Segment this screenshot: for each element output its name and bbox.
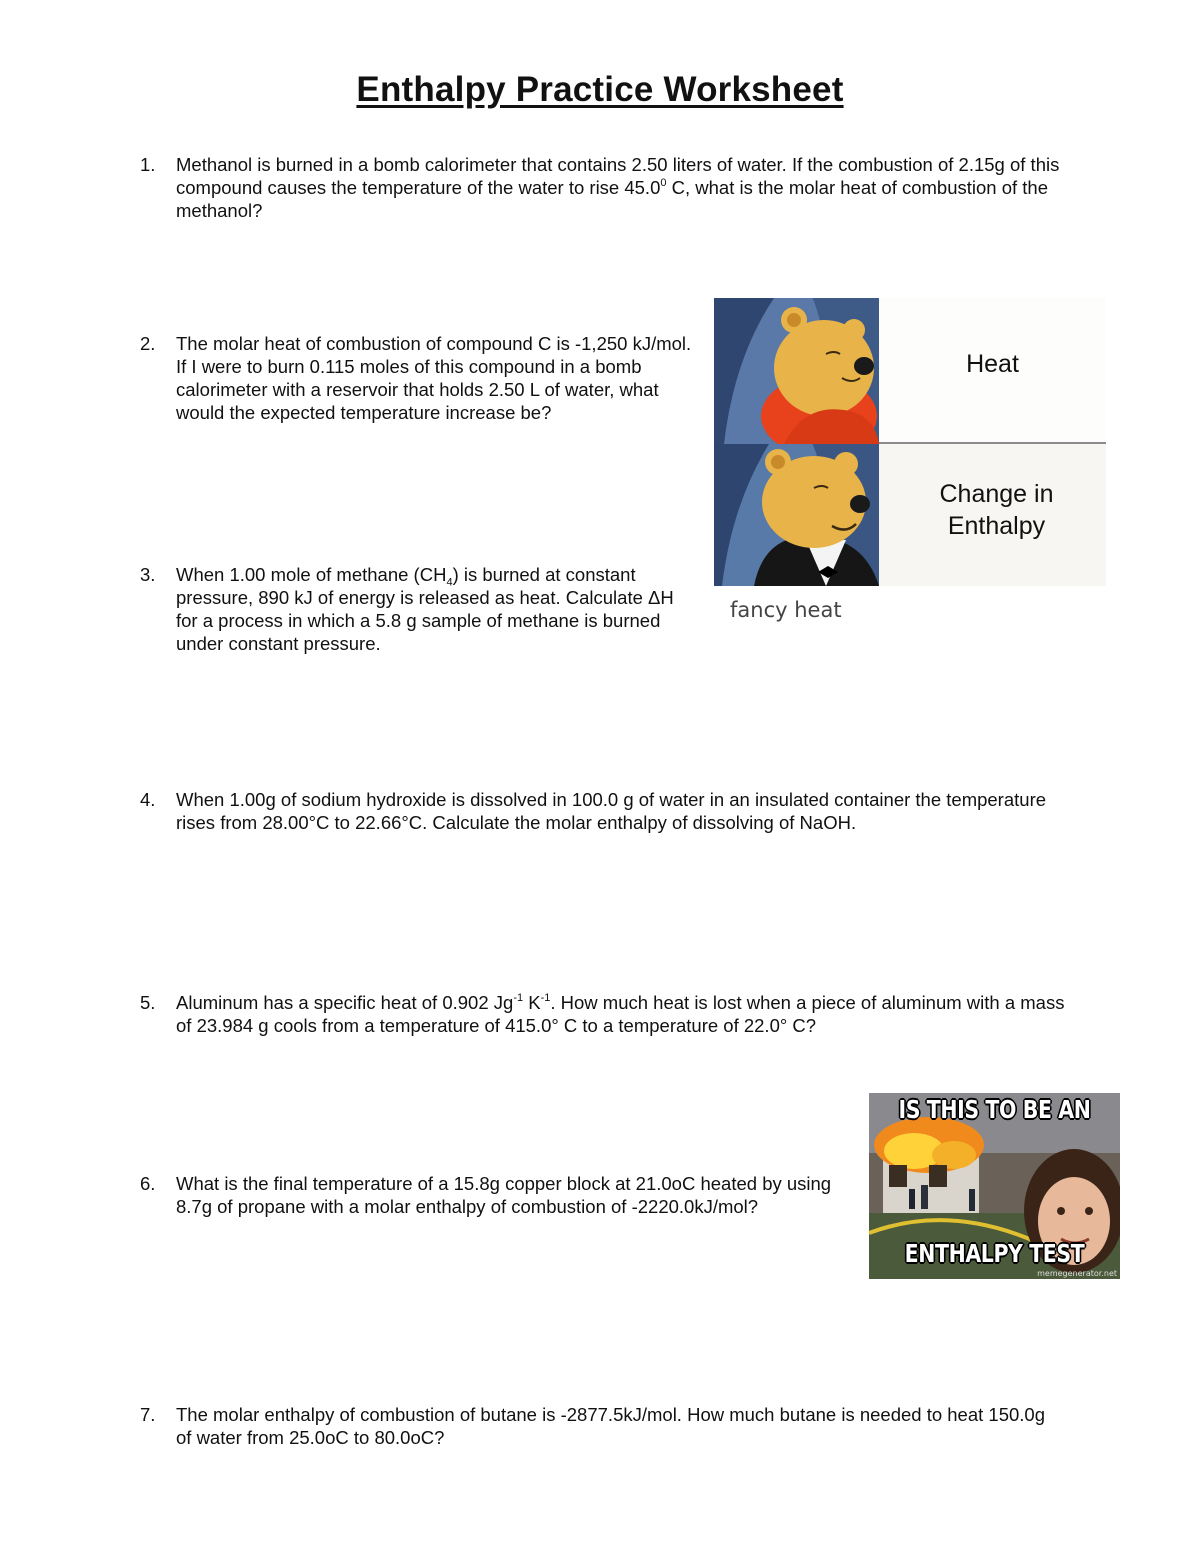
question-text: Aluminum has a specific heat of 0.902 $Jg^{-1}$ $K^{-1}$. How much heat is lost when a piece of aluminum with a mass of 23.984 g cools from a temperature of 415.0° C to a temperature of 22.0° C?: [176, 991, 1065, 1036]
question-5: [140, 991, 1076, 1037]
meme-caption: fancy heat: [730, 598, 842, 622]
tuxedo-pooh-meme: [714, 298, 1106, 622]
question-1: [140, 153, 1088, 222]
question-number: 5.: [140, 992, 156, 1013]
plain-pooh-image: [714, 298, 879, 444]
question-number: 3.: [140, 564, 156, 585]
question-number: 4.: [140, 789, 156, 810]
meme-label-heat: Heat: [966, 350, 1019, 378]
meme-watermark: memegenerator.net: [1037, 1269, 1117, 1278]
question-text: The molar heat of combustion of compound C is -1,250 kJ/mol. If I were to burn 0.115 moles of this compound in a bomb calorimeter with a reservoir that holds 2.50 L of water, what would the expected temperature increase be?: [176, 333, 692, 423]
question-text: When 1.00g of sodium hydroxide is dissolved in 100.0 g of water in an insulated container the temperature rises from 28.00°C to 22.66°C. Calculate the molar enthalpy of dissolving of NaOH.: [176, 789, 1047, 833]
question-6: [140, 1172, 856, 1218]
meme-divider: [879, 442, 1106, 444]
question-3: [140, 563, 681, 655]
question-number: 1.: [140, 154, 156, 175]
question-7: [140, 1403, 1056, 1449]
page-title: Enthalpy Practice Worksheet: [356, 70, 844, 109]
meme-top-text: IS THIS TO BE AN: [898, 1095, 1091, 1124]
meme-label-enthalpy: Change in Enthalpy: [939, 480, 1054, 540]
meme-bottom-text: ENTHALPY TEST: [904, 1239, 1085, 1268]
question-number: 2.: [140, 333, 156, 354]
question-2: [140, 332, 698, 424]
question-text: The molar enthalpy of combustion of butane is -2877.5kJ/mol. How much butane is needed to heat 150.0g of water from 25.0oC to 80.0oC?: [176, 1404, 1046, 1448]
question-number: 7.: [140, 1404, 156, 1425]
question-text: What is the final temperature of a 15.8g copper block at 21.0oC heated by using 8.7g of propane with a molar enthalpy of combustion of -2220.0kJ/mol?: [176, 1173, 832, 1217]
question-text: Methanol is burned in a bomb calorimeter that contains 2.50 liters of water. If the combustion of 2.15g of this compound causes the temperature of the water to rise 45.0$^0$ C, what is the molar heat of combustion of the methanol?: [176, 154, 1060, 221]
question-4: [140, 788, 1047, 834]
tuxedo-pooh-image: [714, 444, 879, 586]
question-number: 6.: [140, 1173, 156, 1194]
question-text: When 1.00 mole of methane $(CH_4)$ is burned at constant pressure, 890 kJ of energy is released as heat. Calculate ΔH for a process in which a 5.8 g sample of methane is burned under constant pressure.: [176, 564, 674, 654]
disaster-girl-meme: [869, 1093, 1120, 1279]
